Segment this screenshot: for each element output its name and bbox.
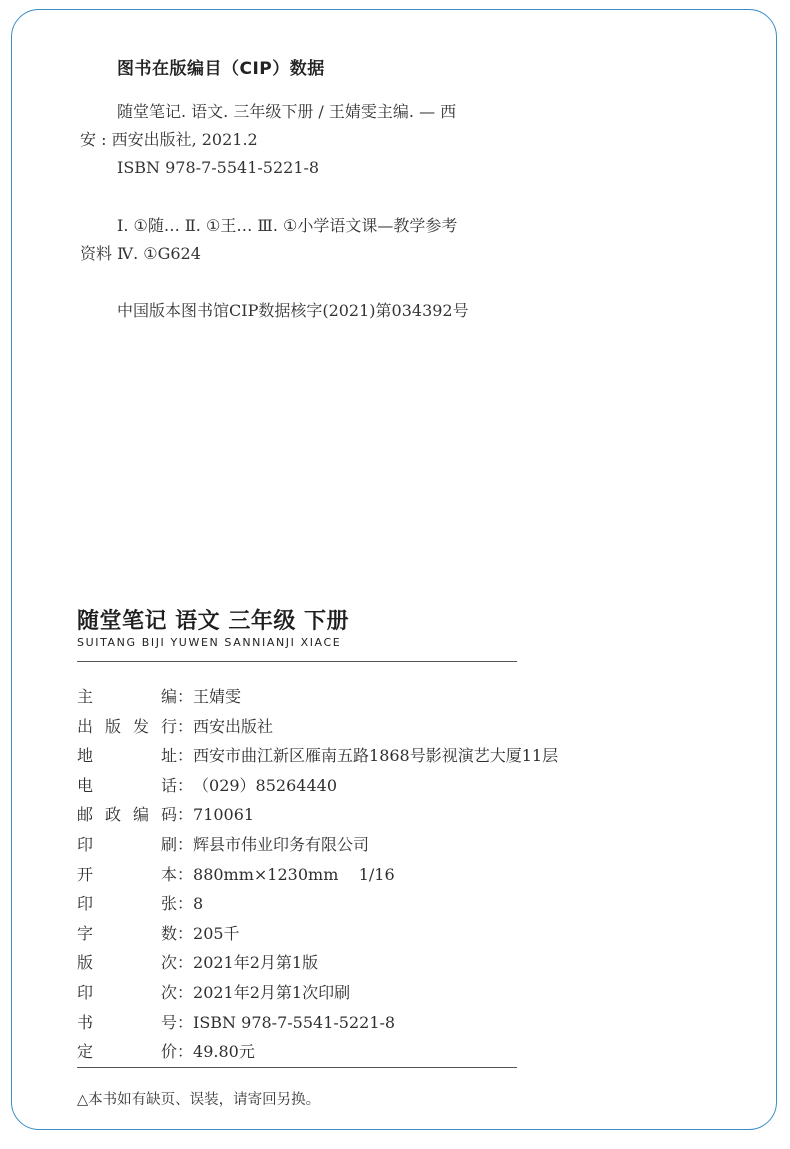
cip-entry-line-2: 安 : 西安出版社, 2021.2 <box>80 130 258 149</box>
info-label: 书号 <box>77 1012 177 1032</box>
info-label: 电话 <box>77 775 177 795</box>
info-label: 地址 <box>77 746 177 766</box>
info-value: 205千 <box>193 923 240 943</box>
cip-record-number: 中国版本图书馆CIP数据核字(2021)第034392号 <box>117 301 469 320</box>
info-row-phone <box>77 771 558 801</box>
colon: ： <box>177 1042 194 1062</box>
info-row-price <box>77 1037 558 1067</box>
colon: ： <box>177 834 194 854</box>
info-row-printing <box>77 978 558 1008</box>
colon: ： <box>177 716 194 736</box>
info-value: 880mm×1230mm 1/16 <box>193 864 395 884</box>
info-row-printer <box>77 830 558 860</box>
colon: ： <box>177 894 194 914</box>
cip-subject-entry <box>80 212 620 268</box>
colon: ： <box>177 1012 194 1032</box>
divider-bottom <box>77 1067 517 1068</box>
colon: ： <box>177 982 194 1002</box>
info-row-word-count <box>77 919 558 949</box>
colon: ： <box>177 805 194 825</box>
publication-info-list <box>77 682 558 1067</box>
info-label: 开本 <box>77 864 177 884</box>
info-row-edition <box>77 948 558 978</box>
cip-entry-line-1: 随堂笔记. 语文. 三年级下册 / 王婧雯主编. — 西 <box>117 102 457 121</box>
cip-catalog-entry <box>80 98 600 182</box>
info-row-sheets <box>77 889 558 919</box>
info-value: ISBN 978-7-5541-5221-8 <box>193 1012 396 1032</box>
info-label: 印次 <box>77 982 177 1002</box>
info-label: 邮政编码 <box>77 805 177 825</box>
info-label: 印张 <box>77 894 177 914</box>
info-value: （029）85264440 <box>193 775 337 795</box>
info-value: 710061 <box>193 805 255 825</box>
info-value: 49.80元 <box>193 1042 255 1062</box>
info-value: 2021年2月第1版 <box>193 953 319 973</box>
info-label: 印刷 <box>77 834 177 854</box>
colon: ： <box>177 923 194 943</box>
info-label: 版次 <box>77 953 177 973</box>
colon: ： <box>177 953 194 973</box>
info-label: 字数 <box>77 923 177 943</box>
book-title-pinyin: SUITANG BIJI YUWEN SANNIANJI XIACE <box>77 636 342 649</box>
cip-heading: 图书在版编目（CIP）数据 <box>117 59 325 79</box>
info-row-publisher <box>77 712 558 742</box>
info-value: 辉县市伟业印务有限公司 <box>193 834 370 854</box>
info-label: 主编 <box>77 687 177 706</box>
cip-isbn: ISBN 978-7-5541-5221-8 <box>117 158 320 177</box>
colon: ： <box>177 746 194 766</box>
replacement-notice: △本书如有缺页、误装，请寄回另换。 <box>77 1092 321 1108</box>
info-row-postcode <box>77 800 558 830</box>
colon: ： <box>177 864 194 884</box>
info-value: 2021年2月第1次印刷 <box>193 982 351 1002</box>
cip-subject-line-1: Ⅰ. ①随… Ⅱ. ①王… Ⅲ. ①小学语文课—教学参考 <box>117 216 458 235</box>
info-value: 西安出版社 <box>193 716 274 736</box>
info-label: 出版发行 <box>77 716 177 736</box>
book-title: 随堂笔记 语文 三年级 下册 <box>77 609 349 634</box>
info-value: 8 <box>193 894 204 914</box>
cip-subject-line-2: 资料 Ⅳ. ①G624 <box>80 244 201 263</box>
info-label: 定价 <box>77 1042 177 1062</box>
info-row-address <box>77 741 558 771</box>
info-row-isbn <box>77 1008 558 1038</box>
info-value: 西安市曲江新区雁南五路1868号影视演艺大厦11层 <box>193 746 559 766</box>
colon: ： <box>177 687 194 706</box>
info-row-editor <box>77 682 558 712</box>
info-row-format <box>77 860 558 890</box>
divider-top <box>77 661 517 662</box>
colon: ： <box>177 775 194 795</box>
info-value: 王婧雯 <box>193 687 242 706</box>
